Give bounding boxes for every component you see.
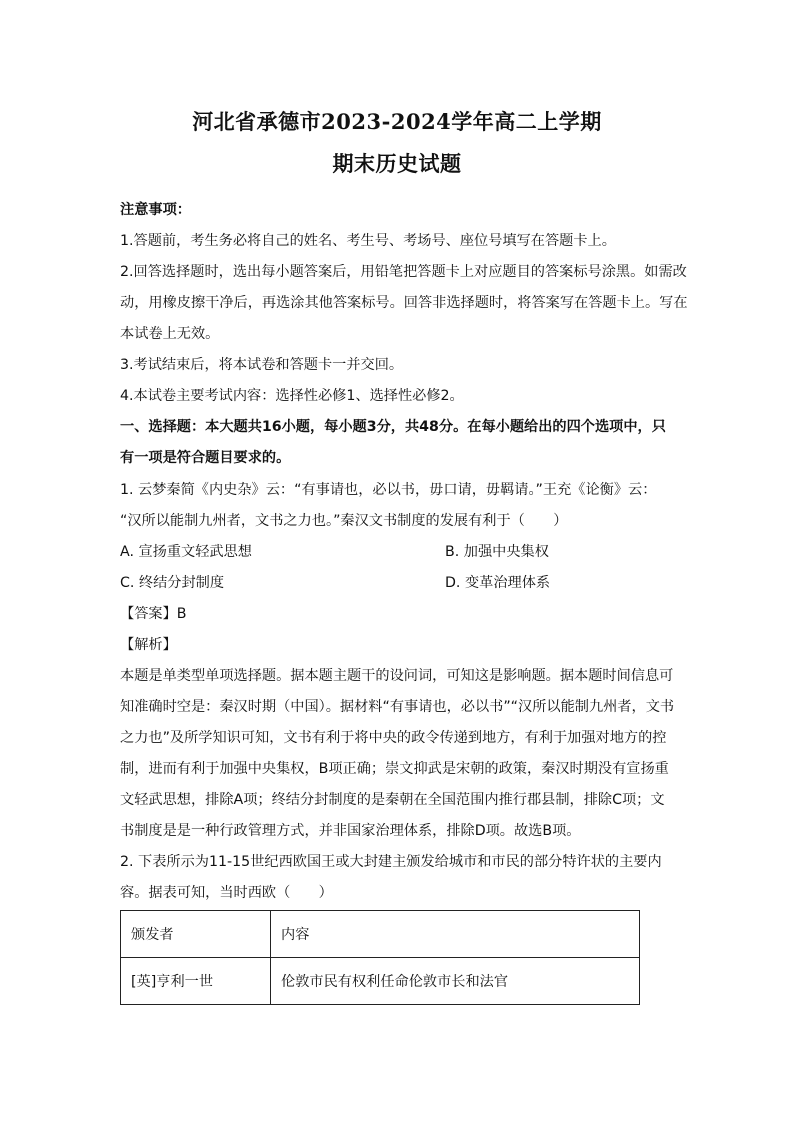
q1-stem: 1. 云梦秦简《内史杂》云：“有事请也，必以书，毋口请，毋羁请。”王充《论衡》云： [120,482,657,498]
section-heading: 有一项是符合题目要求的。 [120,450,291,466]
notice-item: 4.本试卷主要考试内容：选择性必修1、选择性必修2。 [120,388,464,404]
q2-stem: 2. 下表所示为11-15世纪西欧国王或大封建主颁发给城市和市民的部分特许状的主要内 [120,854,662,870]
q1-option-c: C. 终结分封制度 [120,575,225,591]
table-cell-content: 伦敦市民有权利任命伦敦市长和法官 [271,958,640,1005]
q1-analysis-line: 之力也”及所学知识可知，文书有利于将中央的政令传递到地方，有利于加强对地方的控 [120,730,667,746]
q1-option-d: D. 变革治理体系 [445,575,551,591]
q1-analysis-line: 本题是单类型单项选择题。据本题主题干的设问词，可知这是影响题。据本题时间信息可 [120,668,674,684]
table-header-row [121,911,640,958]
table-cell-issuer: [英]亨利一世 [121,958,271,1005]
notice-item: 3.考试结束后，将本试卷和答题卡一并交回。 [120,357,404,373]
q2-table [120,910,640,1005]
q1-analysis-line: 文轻武思想，排除A项；终结分封制度的是秦朝在全国范围内推行郡县制，排除C项；文 [120,792,665,808]
q1-answer: 【答案】B [120,606,187,622]
q1-option-a: A. 宣扬重文轻武思想 [120,544,252,560]
notice-heading: 注意事项： [120,202,191,218]
q1-stem: “汉所以能制九州者，文书之力也。”秦汉文书制度的发展有利于（ ） [120,513,568,529]
exam-title-line2: 期末历史试题 [332,151,462,176]
q1-analysis-label: 【解析】 [120,637,177,653]
notice-item: 本试卷上无效。 [120,326,220,342]
q1-option-b: B. 加强中央集权 [445,544,549,560]
q1-analysis-line: 书制度是是一种行政管理方式，并非国家治理体系，排除D项。故选B项。 [120,823,581,839]
section-heading: 一、选择题：本大题共16小题，每小题3分，共48分。在每小题给出的四个选项中，只 [120,419,666,435]
notice-item: 1.答题前，考生务必将自己的姓名、考生号、考场号、座位号填写在答题卡上。 [120,233,616,249]
table-header-issuer: 颁发者 [121,911,271,958]
notice-item: 动，用橡皮擦干净后，再选涂其他答案标号。回答非选择题时，将答案写在答题卡上。写在 [120,295,688,311]
table-row [121,958,640,1005]
q1-analysis-line: 知准确时空是：秦汉时期（中国）。据材料“有事请也，必以书”“汉所以能制九州者，文书 [120,699,675,715]
exam-title-line1: 河北省承德市2023-2024学年高二上学期 [192,109,602,134]
notice-item: 2.回答选择题时，选出每小题答案后，用铅笔把答题卡上对应题目的答案标号涂黑。如需改 [120,264,687,280]
table-header-content: 内容 [271,911,640,958]
q2-stem: 容。据表可知，当时西欧（ ） [120,885,333,901]
q1-analysis-line: 制，进而有利于加强中央集权，B项正确；崇文抑武是宋朝的政策，秦汉时期没有宣扬重 [120,761,669,777]
